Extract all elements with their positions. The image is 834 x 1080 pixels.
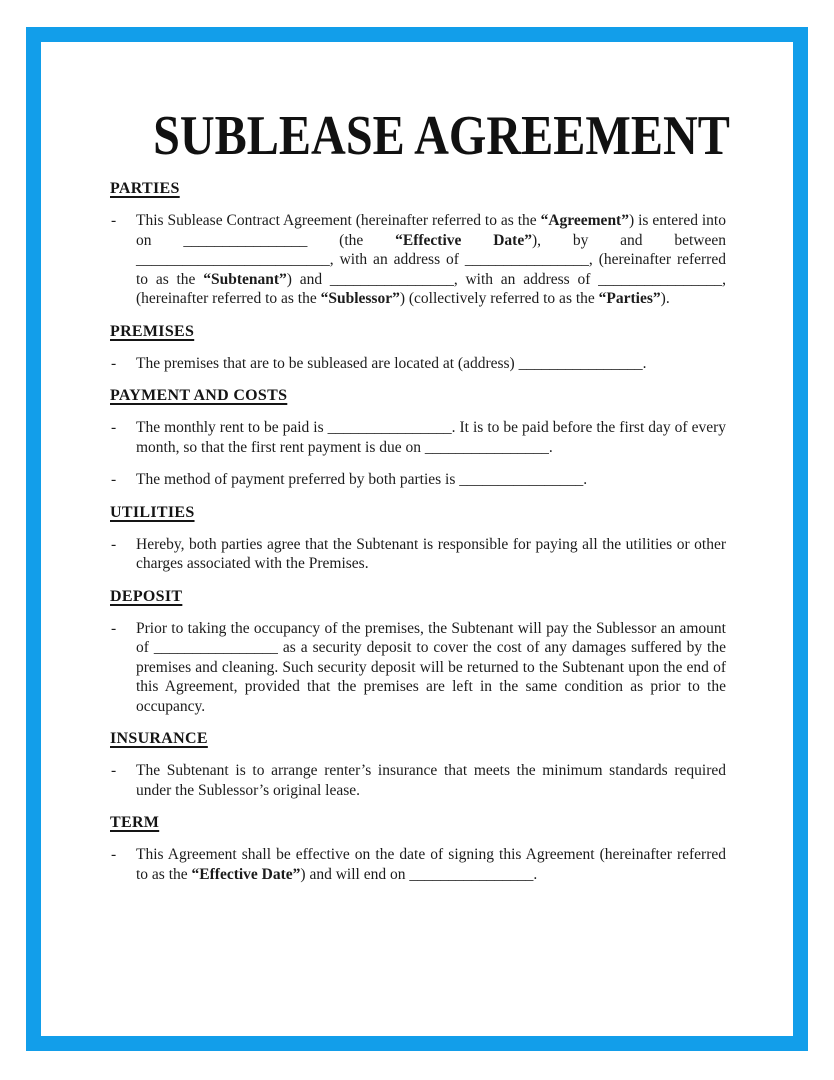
list-item [110,211,726,309]
section-heading-insurance: INSURANCE [110,730,208,747]
document-body [110,180,726,884]
list-item [110,418,726,457]
text-segment: Hereby, both parties agree that the Subtenant is responsible for paying all the utilities or other charges associated with the Premises. [136,535,726,572]
item-text [136,762,726,799]
document-title: SUBLEASE AGREEMENT [153,105,730,167]
bullet-dash: - [111,762,117,779]
blank-line: ________________ [153,639,278,656]
text-segment: , (hereinafter referred to as the [136,270,726,307]
section-heading-utilities: UTILITIES [110,503,195,521]
section-heading-deposit: DEPOSIT [110,587,183,605]
text-segment: ) (collectively referred to as the [399,290,599,307]
text-segment: . It is to be paid before the first day of every month, so that the first rent payment is due on [136,419,726,456]
text-segment: The monthly rent to be paid is [136,419,328,436]
text-segment: The Subtenant is to arrange renter’s insurance that meets the minimum standards required under the Sublessor’s original lease. [136,762,726,799]
text-segment: ) and will end on [300,865,410,883]
bold-term: “Effective Date” [191,865,301,883]
text-segment: Prior to taking the occupancy of the premises, the Subtenant will pay the Sublessor an amount of [136,619,726,656]
bold-term: “Agreement” [540,212,629,229]
text-segment: as a security deposit to cover the cost of any damages suffered by the premises and cleaning. Such security deposit will be returned to the Subtenant upon the end of this Agreement, provided that the premises are left in the same condition as prior to the occupancy. [136,639,726,715]
item-text [136,536,726,573]
document-content [110,0,730,884]
section-heading-parties: PARTIES [110,180,180,197]
list-item [110,619,726,717]
blank-line: ________________ [329,270,454,288]
bold-term: “Parties” [598,290,661,307]
bullet-dash: - [111,619,117,637]
item-text [136,620,726,715]
text-segment: This Agreement shall be effective on the date of signing this Agreement (hereinafter referred to as the [136,846,726,883]
blank-line: ________________ [518,354,643,372]
item-text [136,846,726,883]
bullet-dash: - [111,535,117,553]
bold-term: “Subtenant” [203,270,287,288]
bold-term: “Sublessor” [320,290,400,307]
text-segment: The method of payment preferred by both parties is [136,471,460,488]
blank-line: ________________ [459,471,584,488]
text-segment: ) and [286,270,330,288]
section-heading-term: TERM [110,814,160,831]
text-segment: . [533,865,538,883]
text-segment: . [642,354,647,372]
blank-line: ________________ [424,438,549,456]
text-segment: . [583,471,588,488]
bullet-dash: - [111,846,117,863]
list-item [110,845,726,884]
item-text [136,355,646,372]
item-text [136,471,587,488]
item-text [136,419,726,456]
bullet-dash: - [111,212,117,229]
text-segment: . [548,438,553,456]
text-segment: , with an address of [453,270,599,288]
text-segment: ), by and between [531,231,726,249]
text-segment: ) is entered into on [136,212,726,249]
list-item [110,535,726,574]
text-segment: ). [660,290,670,307]
text-segment: , (hereinafter referred to as the [136,251,726,288]
text-segment: (the [307,231,396,249]
text-segment: This Sublease Contract Agreement (hereinafter referred to as the [136,212,541,229]
blank-line: _________________________ [136,251,330,268]
bullet-dash: - [111,419,117,436]
text-segment: , with an address of [329,251,465,268]
text-segment: The premises that are to be subleased are located at (address) [136,354,519,372]
section-heading-premises: PREMISES [110,322,195,340]
bold-term: “Effective Date” [395,231,532,249]
list-item [110,761,726,800]
blank-line: ________________ [183,231,308,249]
blank-line: ________________ [598,270,723,288]
blank-line: ________________ [327,419,452,436]
list-item [110,354,726,374]
bullet-dash: - [111,471,117,488]
blank-line: ________________ [464,251,589,268]
item-text [136,212,726,307]
section-heading-payment-and-costs: PAYMENT AND COSTS [110,387,288,404]
blank-line: ________________ [409,865,534,883]
list-item [110,470,726,490]
bullet-dash: - [111,354,117,372]
